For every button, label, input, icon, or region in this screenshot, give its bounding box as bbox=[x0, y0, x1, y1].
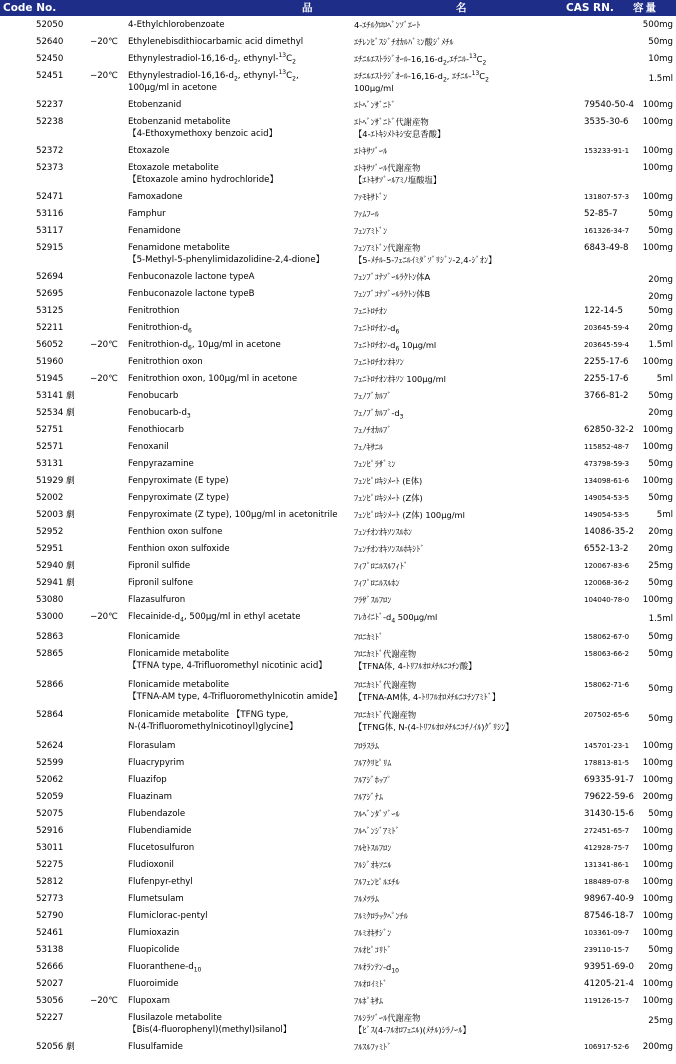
storage-temp: −20℃ bbox=[90, 340, 118, 350]
header-name-part2: 名 bbox=[456, 2, 467, 14]
english-name: Fenamidone bbox=[128, 226, 181, 236]
japanese-name: ﾌﾙｱｼﾞﾎｯﾌﾟ bbox=[354, 775, 392, 785]
cas-number: 153233-91-1 bbox=[584, 147, 630, 155]
product-code: 52599 bbox=[36, 758, 64, 768]
product-code: 52951 bbox=[36, 544, 64, 554]
cas-number: 412928-75-7 bbox=[584, 844, 630, 852]
english-name: Fluacrypyrim bbox=[128, 758, 185, 768]
quantity: 20mg bbox=[648, 323, 673, 333]
quantity: 20mg bbox=[648, 527, 673, 537]
english-name: Fenpyroximate (Z type) bbox=[128, 493, 230, 503]
product-code: 52812 bbox=[36, 877, 64, 887]
japanese-name: ﾌｪﾝﾁｵﾝｵｷｿﾝｽﾙﾎｷｼﾄﾞ bbox=[354, 544, 425, 554]
cas-number: 122-14-5 bbox=[584, 306, 624, 316]
japanese-name: 【ﾋﾞｽ(4-ﾌﾙｵﾛﾌｪﾆﾙ)(ﾒﾁﾙ)ｼﾗﾉｰﾙ】 bbox=[354, 1025, 471, 1035]
english-name: Flusulfamide bbox=[128, 1042, 183, 1052]
english-name: Fenpyroximate (E type) bbox=[128, 476, 229, 486]
english-name: Fenobucarb bbox=[128, 391, 179, 401]
product-code: 52211 bbox=[36, 323, 64, 333]
product-code: 51945 bbox=[36, 374, 64, 384]
japanese-name: ﾌｪﾝﾋﾟﾛｷｼﾒｰﾄ (E体) bbox=[354, 476, 423, 486]
cas-number: 158062-67-0 bbox=[584, 633, 630, 641]
product-code: 53117 bbox=[36, 226, 64, 236]
cas-number: 14086-35-2 bbox=[584, 527, 634, 537]
cas-number: 203645-59-4 bbox=[584, 341, 630, 349]
product-code: 52534 劇 bbox=[36, 408, 75, 418]
japanese-name: ﾌﾙﾍﾞﾝｼﾞｱﾐﾄﾞ bbox=[354, 826, 400, 836]
english-name: Ethynylestradiol-$16,16-d_2$, ethynyl-$^{13}C_2$ bbox=[128, 52, 296, 66]
japanese-name: ｴﾁﾆﾙｴｽﾄﾗｼﾞｵｰﾙ$-16,16-d_2$, ｴﾁﾆﾙ$-^{13}C_2$ bbox=[354, 70, 489, 84]
japanese-name: ﾌﾙﾍﾞﾝﾀﾞｿﾞｰﾙ bbox=[354, 809, 400, 819]
quantity: 5ml bbox=[656, 374, 673, 384]
product-code: 53125 bbox=[36, 306, 64, 316]
japanese-name: ﾌｪﾝﾌﾞｺﾅｿﾞｰﾙﾗｸﾄﾝ体A bbox=[354, 272, 431, 282]
english-name: Fenbuconazole lactone typeB bbox=[128, 289, 255, 299]
japanese-name: ﾌｪﾝﾋﾟﾗｻﾞﾐﾝ bbox=[354, 459, 396, 469]
english-name: Fenbuconazole lactone typeA bbox=[128, 272, 255, 282]
quantity: 50mg bbox=[648, 809, 673, 819]
product-code: 52372 bbox=[36, 146, 64, 156]
product-code: 52865 bbox=[36, 649, 64, 659]
product-code: 53131 bbox=[36, 459, 64, 469]
table-header bbox=[0, 0, 676, 16]
japanese-name: ﾌｪﾝﾁｵﾝｵｷｿﾝｽﾙﾎﾝ bbox=[354, 527, 413, 537]
english-name: Fenobucarb-$d_3$ bbox=[128, 408, 191, 420]
quantity: 50mg bbox=[648, 391, 673, 401]
cas-number: 87546-18-7 bbox=[584, 911, 634, 921]
product-code: 52373 bbox=[36, 163, 64, 173]
english-name: Fenitrothion bbox=[128, 306, 180, 316]
quantity: 50mg bbox=[648, 684, 673, 694]
japanese-name: ﾌﾙｾﾄｽﾙﾌﾛﾝ bbox=[354, 843, 392, 853]
product-code: 52238 bbox=[36, 117, 64, 127]
product-code: 52002 bbox=[36, 493, 64, 503]
quantity: 100mg bbox=[642, 979, 673, 989]
product-code: 52790 bbox=[36, 911, 64, 921]
product-code: 53138 bbox=[36, 945, 64, 955]
quantity: 100mg bbox=[642, 911, 673, 921]
quantity: 50mg bbox=[648, 209, 673, 219]
japanese-name: ﾌﾙｵﾗﾝﾃﾝ$-d_{10}$ bbox=[354, 962, 399, 975]
japanese-name: ﾌﾙｵﾛｲﾐﾄﾞ bbox=[354, 979, 388, 989]
english-name: 【TFNA type, 4-Trifluoromethyl nicotinic acid】 bbox=[128, 661, 327, 671]
product-code: 53011 bbox=[36, 843, 64, 853]
cas-number: 120068-36-2 bbox=[584, 579, 630, 587]
japanese-name: ﾌｪﾆﾄﾛﾁｵﾝ bbox=[354, 306, 388, 316]
english-name: Fenamidone metabolite bbox=[128, 243, 230, 253]
english-name: 【5-Methyl-5-phenylimidazolidine-2,4-dione】 bbox=[128, 255, 325, 265]
product-code: 53080 bbox=[36, 595, 64, 605]
product-code: 51960 bbox=[36, 357, 64, 367]
quantity: 50mg bbox=[648, 714, 673, 724]
english-name: Fenitrothion oxon bbox=[128, 357, 203, 367]
quantity: 200mg bbox=[642, 792, 673, 802]
cas-number: 149054-53-5 bbox=[584, 511, 630, 519]
japanese-name: ｴﾁﾆﾙｴｽﾄﾗｼﾞｵｰﾙ$-16,16-d_2$,ｴﾁﾆﾙ$-^{13}C_2$ bbox=[354, 53, 487, 67]
quantity: 20mg bbox=[648, 408, 673, 418]
japanese-name: ｴﾄｷｻｿﾞｰﾙ bbox=[354, 146, 388, 156]
quantity: 100mg bbox=[642, 595, 673, 605]
japanese-name: ﾌｪﾝﾌﾞｺﾅｿﾞｰﾙﾗｸﾄﾝ体B bbox=[354, 289, 431, 299]
cas-number: 103361-09-7 bbox=[584, 929, 630, 937]
product-code: 52695 bbox=[36, 289, 64, 299]
quantity: 100mg bbox=[642, 425, 673, 435]
product-code: 52062 bbox=[36, 775, 64, 785]
japanese-name: ﾌｪﾝｱﾐﾄﾞﾝ bbox=[354, 226, 388, 236]
quantity: 100mg bbox=[642, 775, 673, 785]
english-name: Fluopicolide bbox=[128, 945, 180, 955]
product-code: 53056 bbox=[36, 996, 64, 1006]
english-name: Flubendiamide bbox=[128, 826, 192, 836]
english-name: Fenitrothion oxon, 100μg/ml in acetone bbox=[128, 374, 298, 384]
quantity: 50mg bbox=[648, 37, 673, 47]
english-name: 【Bis(4-fluorophenyl)(methyl)silanol】 bbox=[128, 1025, 292, 1035]
japanese-name: ﾌｨﾌﾟﾛﾆﾙｽﾙﾎﾝ bbox=[354, 578, 400, 588]
cas-number: 2255-17-6 bbox=[584, 357, 629, 367]
japanese-name: ﾌﾙﾌｪﾝﾋﾟﾙｴﾁﾙ bbox=[354, 877, 400, 887]
quantity: 100mg bbox=[642, 192, 673, 202]
japanese-name: ﾌﾙﾎﾟｷｻﾑ bbox=[354, 996, 384, 1006]
cas-number: 239110-15-7 bbox=[584, 946, 630, 954]
product-code: 56052 bbox=[36, 340, 64, 350]
english-name: N-(4-Trifluoromethylnicotinoyl)glycine】 bbox=[128, 722, 298, 732]
japanese-name: ｴﾄﾍﾞﾝｻﾞﾆﾄﾞ bbox=[354, 100, 396, 110]
cas-number: 473798-59-3 bbox=[584, 460, 630, 468]
english-name: Flonicamide metabolite 【TFNG type, bbox=[128, 710, 289, 720]
english-name: Etobenzanid bbox=[128, 100, 182, 110]
cas-number: 6552-13-2 bbox=[584, 544, 629, 554]
cas-number: 2255-17-6 bbox=[584, 374, 629, 384]
japanese-name: ｴﾄｷｻｿﾞｰﾙ代謝産物 bbox=[354, 163, 421, 173]
product-code: 52450 bbox=[36, 54, 64, 64]
japanese-name: ｴﾁﾚﾝﾋﾞｽｼﾞﾁｵｶﾙﾊﾞﾐﾝ酸ｼﾞﾒﾁﾙ bbox=[354, 37, 454, 47]
quantity: 100mg bbox=[642, 442, 673, 452]
quantity: 50mg bbox=[648, 649, 673, 659]
japanese-name: ﾌﾙﾒﾂﾗﾑ bbox=[354, 894, 379, 904]
quantity: 50mg bbox=[648, 306, 673, 316]
product-code: 52471 bbox=[36, 192, 64, 202]
japanese-name: ﾌﾙｱｸﾘﾋﾟﾘﾑ bbox=[354, 758, 392, 768]
product-code: 51929 劇 bbox=[36, 476, 75, 486]
cas-number: 119126-15-7 bbox=[584, 997, 630, 1005]
cas-number: 79540-50-4 bbox=[584, 100, 634, 110]
japanese-name: ﾌｪﾝｱﾐﾄﾞﾝ代謝産物 bbox=[354, 243, 421, 253]
english-name: Fenpyrazamine bbox=[128, 459, 194, 469]
english-name: Flubendazole bbox=[128, 809, 186, 819]
product-code: 52461 bbox=[36, 928, 64, 938]
english-name: Flumioxazin bbox=[128, 928, 180, 938]
product-code: 52640 bbox=[36, 37, 64, 47]
english-name: Flecainide-$d_4$, 500μg/ml in ethyl acetate bbox=[128, 612, 301, 624]
cas-number: 272451-65-7 bbox=[584, 827, 630, 835]
cas-number: 188489-07-8 bbox=[584, 878, 630, 886]
japanese-name: ﾌﾙｽﾙﾌｧﾐﾄﾞ bbox=[354, 1042, 392, 1052]
quantity: 100mg bbox=[642, 476, 673, 486]
product-code: 52864 bbox=[36, 710, 64, 720]
cas-number: 3535-30-6 bbox=[584, 117, 629, 127]
japanese-name: ﾌﾛﾆｶﾐﾄﾞ代謝産物 bbox=[354, 680, 417, 690]
japanese-name: ﾌﾙｱｼﾞﾅﾑ bbox=[354, 792, 384, 802]
cas-number: 207502-65-6 bbox=[584, 711, 630, 719]
japanese-name: ﾌﾗｻﾞｽﾙﾌﾛﾝ bbox=[354, 595, 392, 605]
japanese-name: ﾌｪﾆﾄﾛﾁｵﾝｵｷｿﾝ bbox=[354, 357, 404, 367]
product-code: 52275 bbox=[36, 860, 64, 870]
quantity: 1.5ml bbox=[648, 614, 673, 624]
english-name: Fluoroimide bbox=[128, 979, 179, 989]
storage-temp: −20℃ bbox=[90, 374, 118, 384]
english-name: Flonicamide metabolite bbox=[128, 680, 230, 690]
english-name: Fipronil sulfone bbox=[128, 578, 194, 588]
japanese-name: 【5-ﾒﾁﾙ-5-ﾌｪﾆﾙｲﾐﾀﾞｿﾞﾘｼﾞﾝ-2,4-ｼﾞｵﾝ】 bbox=[354, 255, 497, 265]
product-code: 52773 bbox=[36, 894, 64, 904]
quantity: 100mg bbox=[642, 741, 673, 751]
product-code: 52952 bbox=[36, 527, 64, 537]
japanese-name: ﾌｪﾆﾄﾛﾁｵﾝ$-d_6$ 10μg/ml bbox=[354, 340, 437, 353]
english-name: Fenthion oxon sulfone bbox=[128, 527, 223, 537]
quantity: 100mg bbox=[642, 163, 673, 173]
japanese-name: ﾌﾙｵﾋﾟｺﾘﾄﾞ bbox=[354, 945, 392, 955]
english-name: Fenthion oxon sulfoxide bbox=[128, 544, 230, 554]
english-name: 【TFNA-AM type, 4-Trifluoromethylnicotin amide】 bbox=[128, 692, 342, 702]
cas-number: 120067-83-6 bbox=[584, 562, 630, 570]
english-name: Flucetosulfuron bbox=[128, 843, 195, 853]
product-code: 52059 bbox=[36, 792, 64, 802]
japanese-name: 【TFNA-AM体, 4-ﾄﾘﾌﾙｵﾛﾒﾁﾙﾆｺﾁﾝｱﾐﾄﾞ】 bbox=[354, 692, 501, 702]
quantity: 10mg bbox=[648, 54, 673, 64]
japanese-name: ﾌｧﾑﾌｰﾙ bbox=[354, 209, 379, 219]
product-code: 53141 劇 bbox=[36, 391, 75, 401]
english-name: Fenpyroximate (Z type), 100μg/ml in acetonitrile bbox=[128, 510, 338, 520]
quantity: 100mg bbox=[642, 146, 673, 156]
cas-number: 115852-48-7 bbox=[584, 443, 630, 451]
english-name: Ethynylestradiol-$16,16-d_2$, ethynyl-$^{13}C_2$, bbox=[128, 69, 299, 83]
english-name: Famoxadone bbox=[128, 192, 183, 202]
japanese-name: ﾌﾛﾆｶﾐﾄﾞ代謝産物 bbox=[354, 649, 417, 659]
english-name: Etoxazole metabolite bbox=[128, 163, 219, 173]
cas-number: 161326-34-7 bbox=[584, 227, 630, 235]
quantity: 5ml bbox=[656, 510, 673, 520]
quantity: 50mg bbox=[648, 493, 673, 503]
product-code: 52941 劇 bbox=[36, 578, 75, 588]
quantity: 100mg bbox=[642, 894, 673, 904]
product-code: 52866 bbox=[36, 680, 64, 690]
header-code: Code No. bbox=[3, 2, 57, 14]
japanese-name: ﾌｪﾉﾁｵｶﾙﾌﾞ bbox=[354, 425, 392, 435]
cas-number: 98967-40-9 bbox=[584, 894, 634, 904]
english-name: Fenoxanil bbox=[128, 442, 169, 452]
product-code: 52227 bbox=[36, 1013, 64, 1023]
english-name: Fenothiocarb bbox=[128, 425, 184, 435]
japanese-name: 100μg/ml bbox=[354, 83, 394, 93]
japanese-name: ﾌｪﾉﾌﾞｶﾙﾌﾞ$-d_3$ bbox=[354, 408, 404, 421]
storage-temp: −20℃ bbox=[90, 71, 118, 81]
japanese-name: ﾌｪﾆﾄﾛﾁｵﾝ$-d_6$ bbox=[354, 323, 400, 336]
cas-number: 6843-49-8 bbox=[584, 243, 629, 253]
japanese-name: ﾌﾙﾐｵｷｻｼﾞﾝ bbox=[354, 928, 392, 938]
quantity: 100mg bbox=[642, 117, 673, 127]
japanese-name: 【TFNG体, N-(4-ﾄﾘﾌﾙｵﾛﾒﾁﾙﾆｺﾁﾉｲﾙ)ｸﾞﾘｼﾝ】 bbox=[354, 722, 514, 732]
header-quantity: 容量 bbox=[633, 2, 658, 14]
quantity: 100mg bbox=[642, 100, 673, 110]
english-name: 【4-Ethoxymethoxy benzoic acid】 bbox=[128, 129, 278, 139]
english-name: Fluoranthene-$d_{10}$ bbox=[128, 962, 202, 974]
japanese-name: ﾌﾙﾐｸﾛﾗｯｸﾍﾟﾝﾁﾙ bbox=[354, 911, 408, 921]
product-code: 53116 bbox=[36, 209, 64, 219]
storage-temp: −20℃ bbox=[90, 37, 118, 47]
cas-number: 158062-71-6 bbox=[584, 681, 630, 689]
quantity: 20mg bbox=[648, 544, 673, 554]
product-code: 52940 劇 bbox=[36, 561, 75, 571]
header-name-part1: 品 bbox=[302, 2, 313, 14]
english-name: Flazasulfuron bbox=[128, 595, 186, 605]
product-code: 52751 bbox=[36, 425, 64, 435]
japanese-name: ﾌｨﾌﾟﾛﾆﾙｽﾙﾌｨﾄﾞ bbox=[354, 561, 408, 571]
product-code: 52075 bbox=[36, 809, 64, 819]
english-name: Famphur bbox=[128, 209, 166, 219]
cas-number: 178813-81-5 bbox=[584, 759, 630, 767]
quantity: 100mg bbox=[642, 758, 673, 768]
quantity: 1.5ml bbox=[648, 74, 673, 84]
cas-number: 104040-78-0 bbox=[584, 596, 630, 604]
english-name: Flufenpyr-ethyl bbox=[128, 877, 193, 887]
english-name: Flonicamide bbox=[128, 632, 180, 642]
japanese-name: ﾌｪﾉｷｻﾆﾙ bbox=[354, 442, 384, 452]
product-code: 52027 bbox=[36, 979, 64, 989]
quantity: 20mg bbox=[648, 275, 673, 285]
japanese-name: 4-ｴﾁﾙｸﾛﾛﾍﾞﾝｿﾞｴｰﾄ bbox=[354, 20, 421, 30]
quantity: 100mg bbox=[642, 826, 673, 836]
english-name: Fipronil sulfide bbox=[128, 561, 191, 571]
japanese-name: ﾌﾛﾆｶﾐﾄﾞ代謝産物 bbox=[354, 710, 417, 720]
product-code: 52451 bbox=[36, 71, 64, 81]
quantity: 100mg bbox=[642, 843, 673, 853]
storage-temp: −20℃ bbox=[90, 996, 118, 1006]
quantity: 20mg bbox=[648, 962, 673, 972]
cas-number: 62850-32-2 bbox=[584, 425, 634, 435]
english-name: Etobenzanid metabolite bbox=[128, 117, 231, 127]
japanese-name: 【ｴﾄｷｻｿﾞｰﾙｱﾐﾉ塩酸塩】 bbox=[354, 175, 442, 185]
cas-number: 79622-59-6 bbox=[584, 792, 634, 802]
product-code: 53000 bbox=[36, 612, 64, 622]
product-code: 52056 劇 bbox=[36, 1042, 75, 1052]
quantity: 100mg bbox=[642, 860, 673, 870]
english-name: Fluazifop bbox=[128, 775, 167, 785]
japanese-name: ﾌｪﾝﾋﾟﾛｷｼﾒｰﾄ (Z体) 100μg/ml bbox=[354, 510, 465, 520]
cas-number: 52-85-7 bbox=[584, 209, 618, 219]
cas-number: 31430-15-6 bbox=[584, 809, 634, 819]
japanese-name: ﾌｧﾓｷｻﾄﾞﾝ bbox=[354, 192, 388, 202]
quantity: 200mg bbox=[642, 1042, 673, 1052]
quantity: 100mg bbox=[642, 996, 673, 1006]
header-cas: CAS RN. bbox=[566, 2, 614, 14]
quantity: 500mg bbox=[642, 20, 673, 30]
cas-number: 131807-57-3 bbox=[584, 193, 630, 201]
english-name: Fluazinam bbox=[128, 792, 173, 802]
quantity: 100mg bbox=[642, 928, 673, 938]
english-name: Ethylenebisdithiocarbamic acid dimethyl bbox=[128, 37, 304, 47]
japanese-name: ﾌﾛﾗｽﾗﾑ bbox=[354, 741, 379, 751]
product-code: 52624 bbox=[36, 741, 64, 751]
english-name: Flupoxam bbox=[128, 996, 170, 1006]
quantity: 25mg bbox=[648, 1016, 673, 1026]
japanese-name: ﾌﾚｶｲﾆﾄﾞ$-d_4$ 500μg/ml bbox=[354, 612, 438, 625]
english-name: Fenitrothion-$d_6$, 10μg/ml in acetone bbox=[128, 340, 281, 352]
japanese-name: ﾌﾙｼﾗｿﾞｰﾙ代謝産物 bbox=[354, 1013, 421, 1023]
quantity: 20mg bbox=[648, 292, 673, 302]
english-name: Florasulam bbox=[128, 741, 176, 751]
quantity: 100mg bbox=[642, 877, 673, 887]
cas-number: 3766-81-2 bbox=[584, 391, 629, 401]
product-code: 52237 bbox=[36, 100, 64, 110]
quantity: 100mg bbox=[642, 243, 673, 253]
cas-number: 203645-59-4 bbox=[584, 324, 630, 332]
japanese-name: ﾌｪﾉﾌﾞｶﾙﾌﾞ bbox=[354, 391, 392, 401]
english-name: 【Etoxazole amino hydrochloride】 bbox=[128, 175, 279, 185]
japanese-name: 【TFNA体, 4-ﾄﾘﾌﾙｵﾛﾒﾁﾙﾆｺﾁﾝ酸】 bbox=[354, 661, 477, 671]
product-code: 52916 bbox=[36, 826, 64, 836]
japanese-name: 【4-ｴﾄｷｼﾒﾄｷｼ安息香酸】 bbox=[354, 129, 446, 139]
english-name: Flumetsulam bbox=[128, 894, 184, 904]
english-name: 100μg/ml in acetone bbox=[128, 83, 217, 93]
japanese-name: ﾌﾙｼﾞｵｷｿﾆﾙ bbox=[354, 860, 392, 870]
quantity: 50mg bbox=[648, 945, 673, 955]
japanese-name: ﾌｪﾆﾄﾛﾁｵﾝｵｷｿﾝ 100μg/ml bbox=[354, 374, 446, 384]
cas-number: 158063-66-2 bbox=[584, 650, 630, 658]
cas-number: 41205-21-4 bbox=[584, 979, 634, 989]
english-name: Fludioxonil bbox=[128, 860, 174, 870]
japanese-name: ﾌｪﾝﾋﾟﾛｷｼﾒｰﾄ (Z体) bbox=[354, 493, 423, 503]
product-code: 52915 bbox=[36, 243, 64, 253]
storage-temp: −20℃ bbox=[90, 612, 118, 622]
quantity: 50mg bbox=[648, 459, 673, 469]
quantity: 50mg bbox=[648, 226, 673, 236]
cas-number: 131341-86-1 bbox=[584, 861, 630, 869]
product-code: 52666 bbox=[36, 962, 64, 972]
cas-number: 149054-53-5 bbox=[584, 494, 630, 502]
japanese-name: ﾌﾛﾆｶﾐﾄﾞ bbox=[354, 632, 384, 642]
english-name: Flumiclorac-pentyl bbox=[128, 911, 208, 921]
product-code: 52863 bbox=[36, 632, 64, 642]
product-code: 52694 bbox=[36, 272, 64, 282]
english-name: Flonicamide metabolite bbox=[128, 649, 230, 659]
product-code: 52003 劇 bbox=[36, 510, 75, 520]
cas-number: 106917-52-6 bbox=[584, 1043, 630, 1051]
cas-number: 93951-69-0 bbox=[584, 962, 634, 972]
product-code: 52571 bbox=[36, 442, 64, 452]
english-name: Flusilazole metabolite bbox=[128, 1013, 222, 1023]
english-name: 4-Ethylchlorobenzoate bbox=[128, 20, 225, 30]
product-code: 52050 bbox=[36, 20, 64, 30]
cas-number: 145701-23-1 bbox=[584, 742, 630, 750]
english-name: Fenitrothion-$d_6$ bbox=[128, 323, 192, 335]
quantity: 50mg bbox=[648, 632, 673, 642]
english-name: Etoxazole bbox=[128, 146, 170, 156]
quantity: 1.5ml bbox=[648, 340, 673, 350]
quantity: 100mg bbox=[642, 357, 673, 367]
quantity: 50mg bbox=[648, 578, 673, 588]
cas-number: 134098-61-6 bbox=[584, 477, 630, 485]
cas-number: 69335-91-7 bbox=[584, 775, 634, 785]
quantity: 25mg bbox=[648, 561, 673, 571]
japanese-name: ｴﾄﾍﾞﾝｻﾞﾆﾄﾞ代謝産物 bbox=[354, 117, 429, 127]
